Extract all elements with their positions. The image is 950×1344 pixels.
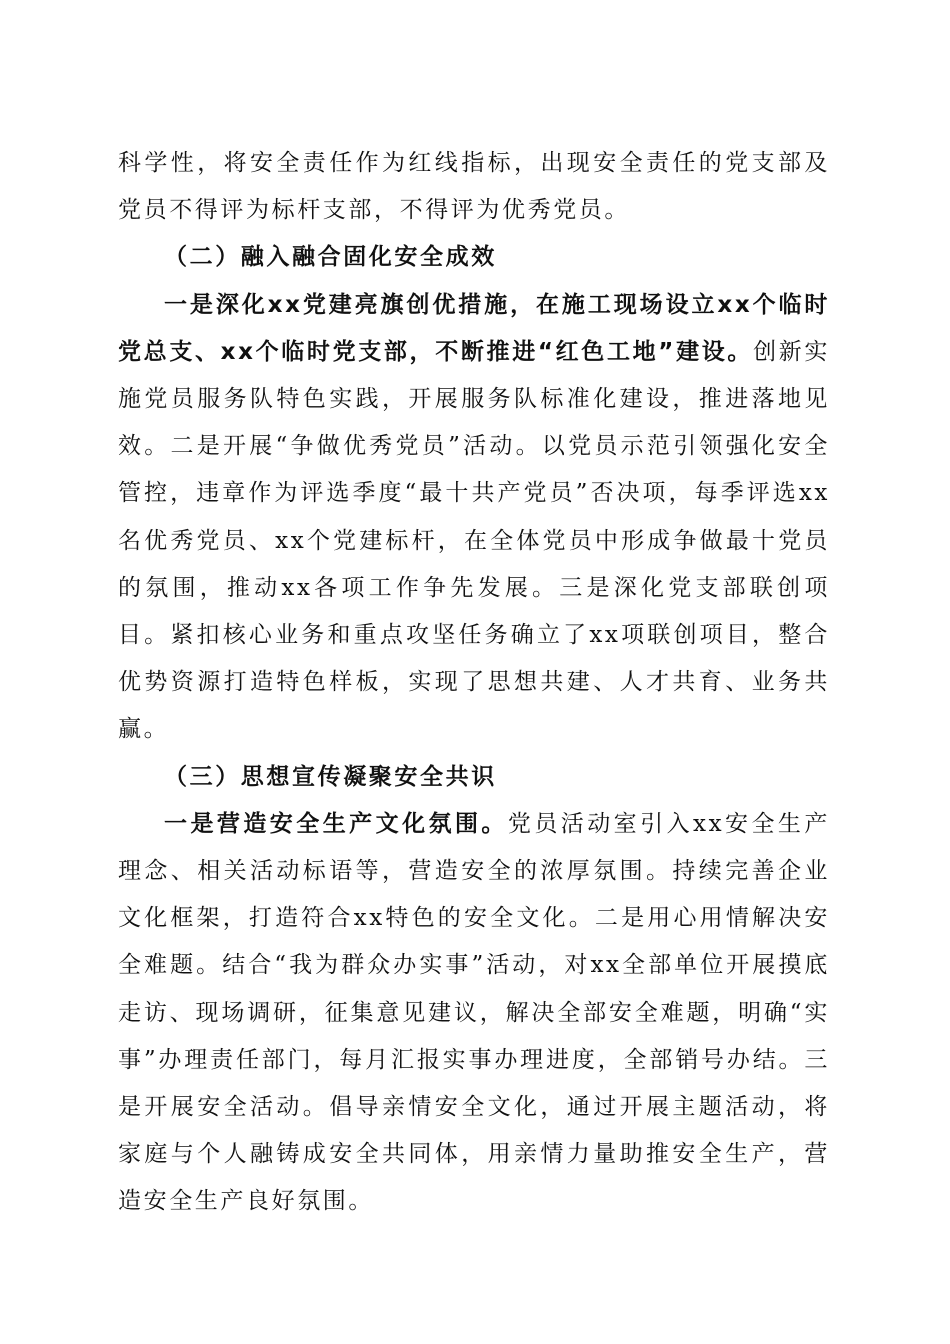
paragraph-responsibility: 科学性，将安全责任作为红线指标，出现安全责任的党支部及党员不得评为标杆支部，不得评为优秀党员。 bbox=[118, 150, 830, 224]
section-heading-3: （三）思想宣传凝聚安全共识 bbox=[164, 763, 497, 790]
section-heading-2: （二）融入融合固化安全成效 bbox=[164, 244, 497, 271]
paragraph-publicity-lead: 一是营造安全生产文化氛围。 bbox=[164, 810, 508, 837]
paragraph-publicity bbox=[118, 801, 830, 1226]
paragraph-publicity-body: 党员活动室引入xx安全生产理念、相关活动标语等，营造安全的浓厚氛围。持续完善企业文化框架，打造符合xx特色的安全文化。二是用心用情解决安全难题。结合“我为群众办实事”活动，对xx全部单位开展摸底走访、现场调研，征集意见建议，解决全部安全难题，明确“实事”办理责任部门，每月汇报实事办理进度，全部销号办结。三是开展安全活动。倡导亲情安全文化，通过开展主题活动，将家庭与个人融铸成安全共同体，用亲情力量助推安全生产，营造安全生产良好氛围。 bbox=[118, 810, 830, 1215]
paragraph-integration-body: 创新实施党员服务队特色实践，开展服务队标准化建设，推进落地见效。二是开展“争做优秀党员”活动。以党员示范引领强化安全管控，违章作为评选季度“最十共产党员”否决项，每季评选xx名优秀党员、xx个党建标杆，在全体党员中形成争做最十党员的氛围，推动xx各项工作争先发展。三是深化党支部联创项目。紧扣核心业务和重点攻坚任务确立了xx项联创项目，整合优势资源打造特色样板，实现了思想共建、人才共育、业务共赢。 bbox=[118, 338, 830, 743]
paragraph-integration-lead: 一是深化xx党建亮旗创优措施，在施工现场设立xx个临时党总支、xx个临时党支部，不断推进“红色工地”建设。 bbox=[118, 291, 830, 365]
document-page bbox=[118, 140, 830, 1226]
paragraph-integration bbox=[118, 282, 830, 754]
